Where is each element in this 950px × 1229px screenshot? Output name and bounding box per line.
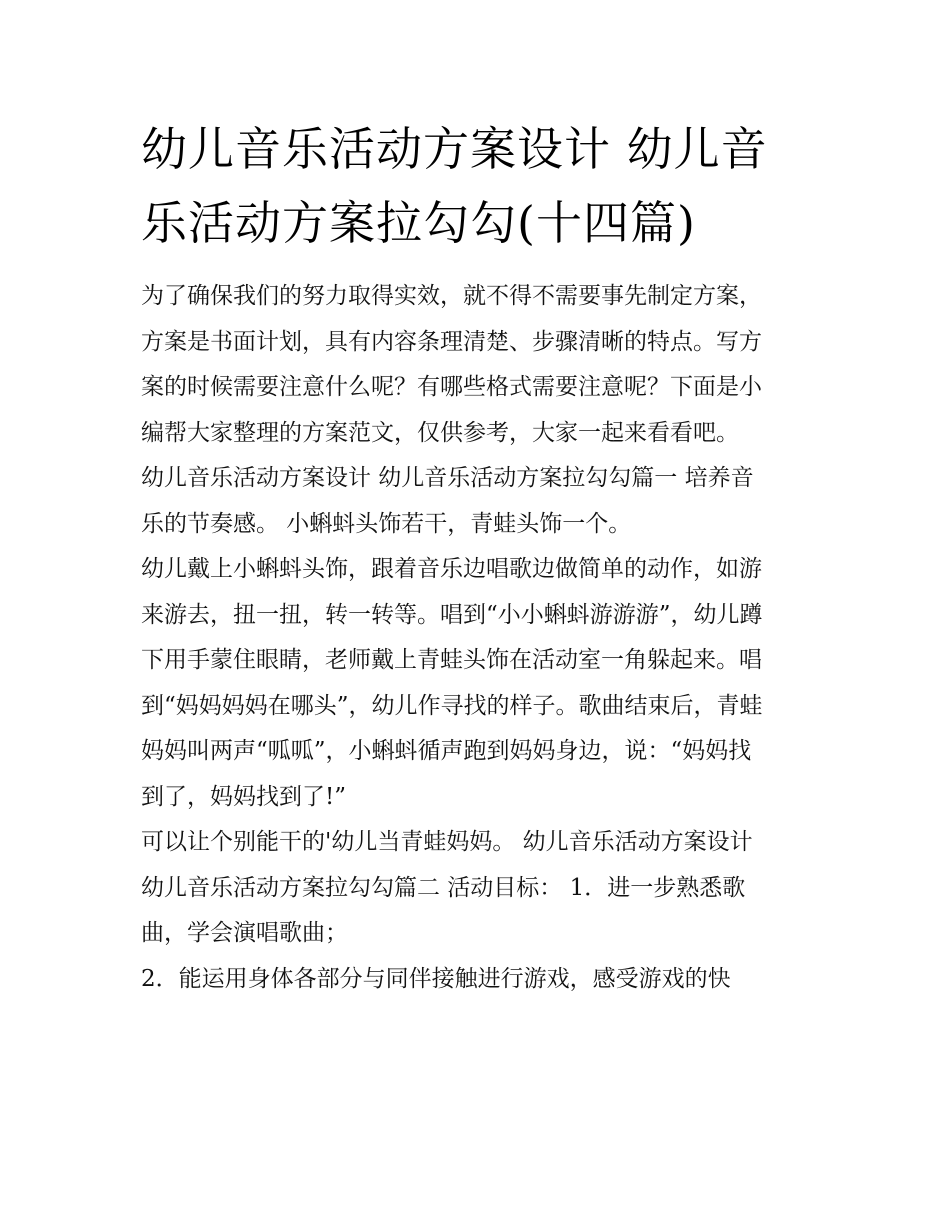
- body-line: 编帮大家整理的方案范文，仅供参考，大家一起来看看吧。: [141, 419, 739, 446]
- document-page: [141, 112, 821, 1002]
- body-line: 案的时候需要注意什么呢？有哪些格式需要注意呢？下面是小: [141, 374, 762, 400]
- body-line: 妈妈叫两声“呱呱”，小蝌蚪循声跑到妈妈身边，说：“妈妈找: [141, 738, 752, 764]
- body-line: 幼儿音乐活动方案拉勾勾篇二 活动目标： 1．进一步熟悉歌: [141, 874, 746, 901]
- body-line: 下用手蒙住眼睛，老师戴上青蛙头饰在活动室一角躲起来。唱: [141, 647, 762, 673]
- body-line: 幼儿音乐活动方案设计 幼儿音乐活动方案拉勾勾篇一 培养音: [141, 465, 754, 491]
- body-line: 曲，学会演唱歌曲；: [141, 920, 348, 946]
- body-line: 为了确保我们的努力取得实效，就不得不需要事先制定方案，: [141, 283, 762, 309]
- document-body: [141, 274, 821, 1002]
- body-line: 可以让个别能干的'幼儿当青蛙妈妈。 幼儿音乐活动方案设计: [141, 829, 753, 855]
- title-line: 幼儿音乐活动方案设计 幼儿音: [141, 122, 768, 176]
- title-line: 乐活动方案拉勾勾(十四篇): [141, 196, 696, 250]
- body-line: 2．能运用身体各部分与同伴接触进行游戏，感受游戏的快: [141, 965, 731, 992]
- body-line: 幼儿戴上小蝌蚪头饰，跟着音乐边唱歌边做简单的动作，如游: [141, 556, 762, 582]
- body-line: 到了，妈妈找到了!”: [141, 783, 347, 810]
- body-line: 来游去，扭一扭，转一转等。唱到“小小蝌蚪游游游”，幼儿蹲: [141, 601, 763, 628]
- body-line: 乐的节奏感。 小蝌蚪头饰若干，青蛙头饰一个。: [141, 510, 632, 537]
- body-line: 方案是书面计划，具有内容条理清楚、步骤清晰的特点。写方: [141, 328, 762, 355]
- body-line: 到“妈妈妈妈在哪头”，幼儿作寻找的样子。歌曲结束后，青蛙: [141, 692, 763, 719]
- document-title: [141, 112, 821, 260]
